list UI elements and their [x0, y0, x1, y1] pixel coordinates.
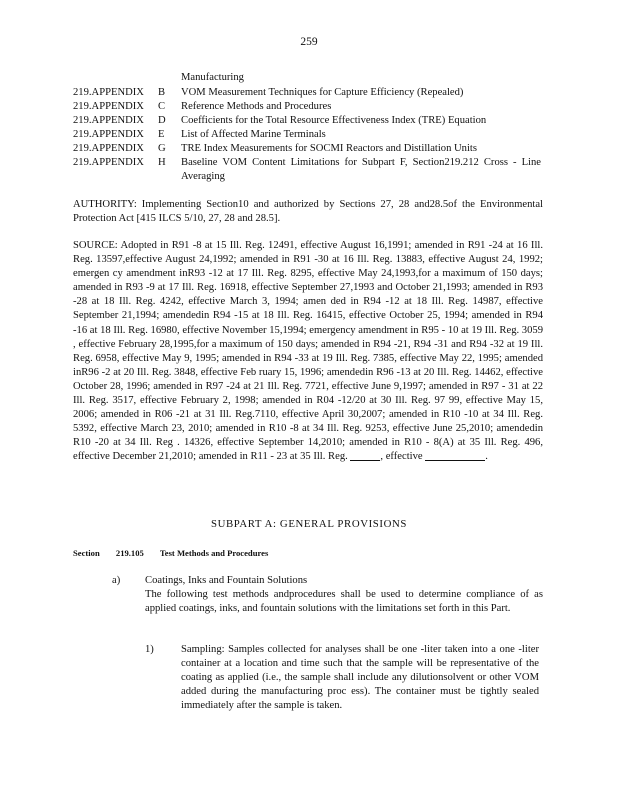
item-a-label: a)	[112, 575, 121, 586]
toc-number: 219.APPENDIX	[73, 101, 144, 112]
toc-title: VOM Measurement Techniques for Capture Efficiency (Repealed)	[181, 87, 464, 98]
toc-number: 219.APPENDIX	[73, 157, 144, 168]
toc-letter: C	[158, 101, 166, 112]
toc-pre-heading: Manufacturing	[181, 72, 244, 83]
toc-number: 219.APPENDIX	[73, 87, 144, 98]
blank-line	[350, 450, 380, 461]
toc-title: Baseline VOM Content Limitations for Subpart F, Section219.212 Cross - Line Averaging	[181, 157, 541, 182]
page-number: 259	[300, 36, 318, 48]
item-1-label: 1)	[145, 644, 154, 655]
section-title: Test Methods and Procedures	[159, 548, 269, 558]
source-paragraph: SOURCE: Adopted in R91 -8 at 15 Ill. Reg. 12491, effective August 16,1991; amended in R91 -24 at 16 Ill. Reg. 13597,effective August 24,1992; amended in R91 -30 at 16 Ill. Reg. 13883, effective August 24, 1992; emergen cy amendment inR93 -12 at 17 Ill. Reg. 8295, effective May 24,1993,for a maximum of 150 days; amended in R93 -9 at 17 Ill. Reg. 16918, effective September 27,1993 and October 21,1993; amended in R93 -28 at 18 Ill. Reg. 4242, effective March 3, 1994; amen ded in R94 -12 at 18 Ill. Reg. 14987, effective September 21,1994; amendedin R94 -15 at 18 Ill. Reg. 16415, effective October 25, 1994; amended in R94 -16 at 18 Ill. Reg. 16980, effective November 15,1994; emergency amendment in R95 - 10 at 19 Ill. Reg. 3059 , effective February 28,1995,for a maximum of 150 days; amended in R94 -21, R94 -31 and R94 -32 at 19 Ill. Reg. 6958, effective May 9, 1995; amended in R94 -33 at 19 Ill. Reg. 7385, effective May 22, 1995; amended inR96 -2 at 20 Ill. Reg. 3848, effective Feb ruary 15, 1996; amendedin R96 -13 at 20 Ill. Reg. 14462, effective October 28, 1996; amended in R97 -24 at 21 Ill. Reg. 7721, effective June 9,1997; amended in R97 - 31 at 22 Ill. Reg. 3517, effective February 2, 1998; amended in R04 -12/20 at 30 Ill. Reg. 97 99, effective May 15, 2006; amended in R06 -21 at 31 Ill. Reg.7110, effective April 30,2007; amended in R10 -10 at 34 Ill. Reg. 5392, effective March 23, 2010; amended in R10 -8 at 34 Ill. Reg. 9253, effective June 25,2010; amendedin R10 -20 at 34 Ill. Reg . 14326, effective September 14,2010; amended in R10 - 8(A) at 35 Ill. Reg. 496, effective December 21,2010; amended in R11 - 23 at 35 Ill. Reg. , effective .	[73, 240, 543, 463]
toc-letter: D	[158, 115, 166, 126]
source-text: SOURCE: Adopted in R91 -8 at 15 Ill. Reg. 12491, effective August 16,1991; amended in R91 -24 at 16 Ill. Reg. 13597,effective August 24,1992; amended in R91 -30 at 16 Ill. Reg. 13883, effective August 24, 1992; emergen cy amendment inR93 -12 at 17 Ill. Reg. 8295, effective May 24,1993,for a maximum of 150 days; amended in R93 -9 at 17 Ill. Reg. 16918, effective September 27,1993 and October 21,1993; amended in R93 -28 at 18 Ill. Reg. 4242, effective March 3, 1994; amen ded in R94 -12 at 18 Ill. Reg. 14987, effective September 21,1994; amendedin R94 -15 at 18 Ill. Reg. 16415, effective October 25, 1994; amended in R94 -16 at 18 Ill. Reg. 16980, effective November 15,1994; emergency amendment in R95 - 10 at 19 Ill. Reg. 3059 , effective February 28,1995,for a maximum of 150 days; amended in R94 -21, R94 -31 and R94 -32 at 19 Ill. Reg. 6958, effective May 9, 1995; amended in R94 -33 at 19 Ill. Reg. 7385, effective May 22, 1995; amended inR96 -2 at 20 Ill. Reg. 3848, effective Feb ruary 15, 1996; amendedin R96 -13 at 20 Ill. Reg. 14462, effective October 28, 1996; amended in R97 -24 at 21 Ill. Reg. 7721, effective June 9,1997; amended in R97 - 31 at 22 Ill. Reg. 3517, effective February 2, 1998; amended in R04 -12/20 at 30 Ill. Reg. 97 99, effective May 15, 2006; amended in R06 -21 at 31 Ill. Reg.7110, effective April 30,2007; amended in R10 -10 at 34 Ill. Reg. 5392, effective March 23, 2010; amended in R10 -8 at 34 Ill. Reg. 9253, effective June 25,2010; amendedin R10 -20 at 34 Ill. Reg . 14326, effective September 14,2010; amended in R10 - 8(A) at 35 Ill. Reg. 496, effective December 21,2010; amended in R11 - 23 at 35 Ill. Reg.	[73, 240, 543, 463]
section-heading	[73, 548, 282, 558]
toc-letter: E	[158, 129, 165, 140]
toc-title: List of Affected Marine Terminals	[181, 129, 326, 140]
source-tail: effective	[385, 451, 423, 463]
toc-title: Coefficients for the Total Resource Effectiveness Index (TRE) Equation	[181, 115, 487, 126]
toc-letter: G	[158, 143, 166, 154]
authority-paragraph: AUTHORITY: Implementing Section10 and authorized by Sections 27, 28 and28.5of the Environmental Protection Act [415 ILCS 5/10, 27, 28 and 28.5].	[73, 199, 543, 225]
section-label: Section	[73, 548, 100, 558]
item-a-text: The following test methods andprocedures shall be used to determine compliance of as applied coatings, inks, and fountain solutions with the limitations set forth in this Part.	[145, 589, 543, 615]
toc-number: 219.APPENDIX	[73, 143, 144, 154]
toc-letter: B	[158, 87, 166, 98]
subpart-heading: SUBPART A: GENERAL PROVISIONS	[210, 518, 408, 530]
item-a-title: Coatings, Inks and Fountain Solutions	[145, 575, 308, 586]
blank-line	[425, 450, 485, 461]
toc-letter: H	[158, 157, 166, 168]
item-1-text: Sampling: Samples collected for analyses shall be one -liter taken into a one -liter container at a location and time such that the sample will be representative of the coating as applied (i.e., the sample shall include any dilutionsolvent or other VOM added during the manufacturing proc ess). The container must be tightly sealed immediately after the sample is taken.	[181, 644, 539, 712]
toc-number: 219.APPENDIX	[73, 129, 144, 140]
toc-title: TRE Index Measurements for SOCMI Reactors and Distillation Units	[181, 143, 477, 154]
toc-title: Reference Methods and Procedures	[181, 101, 332, 112]
toc-number: 219.APPENDIX	[73, 115, 144, 126]
section-id: 219.105	[115, 548, 144, 558]
